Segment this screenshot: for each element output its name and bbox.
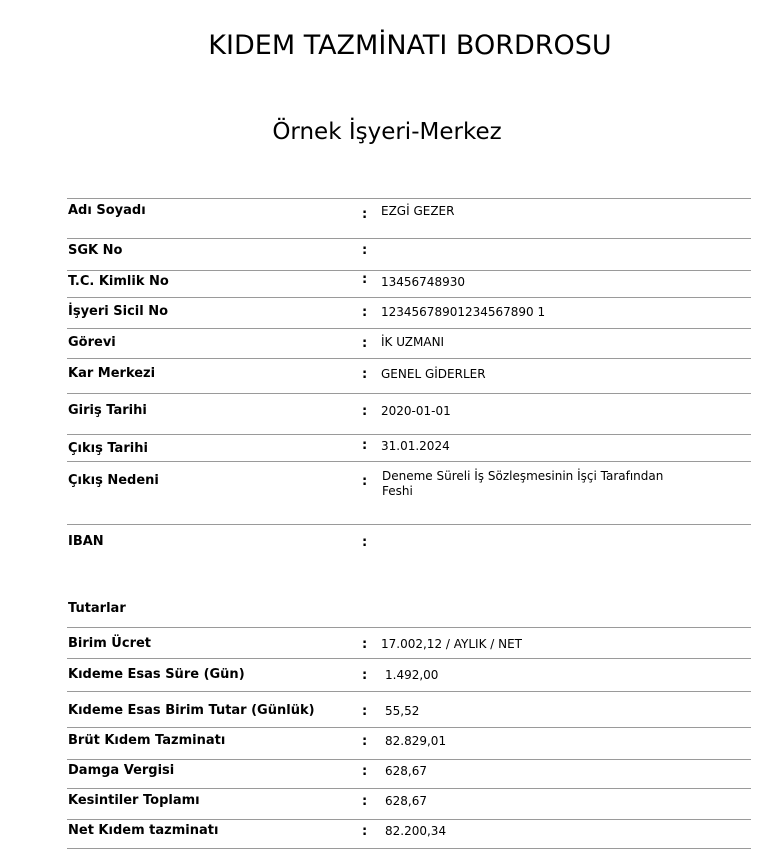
divider [67, 658, 751, 659]
divider [67, 393, 751, 394]
field-colon: : [362, 305, 368, 320]
field-colon: : [362, 336, 368, 351]
divider [67, 270, 751, 271]
document-title: KIDEM TAZMİNATI BORDROSU [208, 30, 612, 61]
divider [67, 434, 751, 435]
divider [67, 198, 751, 199]
amount-label-brut-kidem: Brüt Kıdem Tazminatı [68, 733, 226, 748]
field-colon: : [362, 272, 368, 287]
field-label-giris-tarihi: Giriş Tarihi [68, 403, 147, 418]
amount-value-net-kidem: 82.200,34 [385, 824, 447, 838]
amount-label-kesintiler: Kesintiler Toplamı [68, 793, 200, 808]
field-label-cikis-tarihi: Çıkış Tarihi [68, 441, 148, 456]
divider [67, 524, 751, 525]
field-label-name: Adı Soyadı [68, 203, 146, 218]
field-value-cikis-tarihi: 31.01.2024 [381, 439, 450, 453]
field-colon: : [362, 207, 368, 222]
field-colon: : [362, 535, 368, 550]
field-colon: : [362, 704, 368, 719]
divider [67, 788, 751, 789]
field-label-kar-merkezi: Kar Merkezi [68, 366, 156, 381]
section-heading-tutarlar: Tutarlar [68, 601, 126, 616]
field-colon: : [362, 668, 368, 683]
amount-label-damga-vergisi: Damga Vergisi [68, 763, 175, 778]
divider [67, 759, 751, 760]
divider [67, 297, 751, 298]
field-value-kar-merkezi: GENEL GİDERLER [381, 367, 486, 381]
amount-value-brut-kidem: 82.829,01 [385, 734, 447, 748]
amount-value-esas-sure: 1.492,00 [385, 668, 439, 682]
divider [67, 848, 751, 849]
divider [67, 727, 751, 728]
amount-value-birim-tutar: 55,52 [385, 704, 420, 718]
field-colon: : [362, 438, 368, 453]
field-label-sicil-no: İşyeri Sicil No [68, 304, 169, 319]
field-colon: : [362, 243, 368, 258]
field-value-gorevi: İK UZMANI [381, 335, 445, 349]
amount-label-birim-tutar: Kıdeme Esas Birim Tutar (Günlük) [68, 703, 315, 718]
field-colon: : [362, 824, 368, 839]
field-value-cikis-nedeni: Deneme Süreli İş Sözleşmesinin İşçi Tarafından Feshi [382, 469, 664, 498]
field-label-cikis-nedeni: Çıkış Nedeni [68, 473, 159, 488]
field-value-name: EZGİ GEZER [381, 204, 455, 218]
divider [67, 691, 751, 692]
field-value-sicil-no: 12345678901234567890 1 [381, 305, 546, 319]
field-value-giris-tarihi: 2020-01-01 [381, 404, 451, 418]
field-colon: : [362, 637, 368, 652]
divider [67, 328, 751, 329]
field-colon: : [362, 474, 368, 489]
amount-value-kesintiler: 628,67 [385, 794, 427, 808]
amount-label-birim-ucret: Birim Ücret [68, 636, 152, 651]
field-label-tc-kimlik: T.C. Kimlik No [68, 274, 169, 289]
field-colon: : [362, 367, 368, 382]
workplace-name: Örnek İşyeri-Merkez [272, 119, 502, 145]
field-label-sgk-no: SGK No [68, 243, 123, 258]
amount-label-esas-sure: Kıdeme Esas Süre (Gün) [68, 667, 245, 682]
divider [67, 238, 751, 239]
divider [67, 358, 751, 359]
field-colon: : [362, 764, 368, 779]
amount-value-damga-vergisi: 628,67 [385, 764, 427, 778]
field-colon: : [362, 404, 368, 419]
divider [67, 819, 751, 820]
divider [67, 627, 751, 628]
field-colon: : [362, 794, 368, 809]
amount-value-birim-ucret: 17.002,12 / AYLIK / NET [381, 637, 523, 651]
field-value-tc-kimlik: 13456748930 [381, 275, 465, 289]
divider [67, 461, 751, 462]
field-colon: : [362, 734, 368, 749]
field-label-gorevi: Görevi [68, 335, 116, 350]
field-label-iban: IBAN [68, 534, 104, 549]
amount-label-net-kidem: Net Kıdem tazminatı [68, 823, 219, 838]
